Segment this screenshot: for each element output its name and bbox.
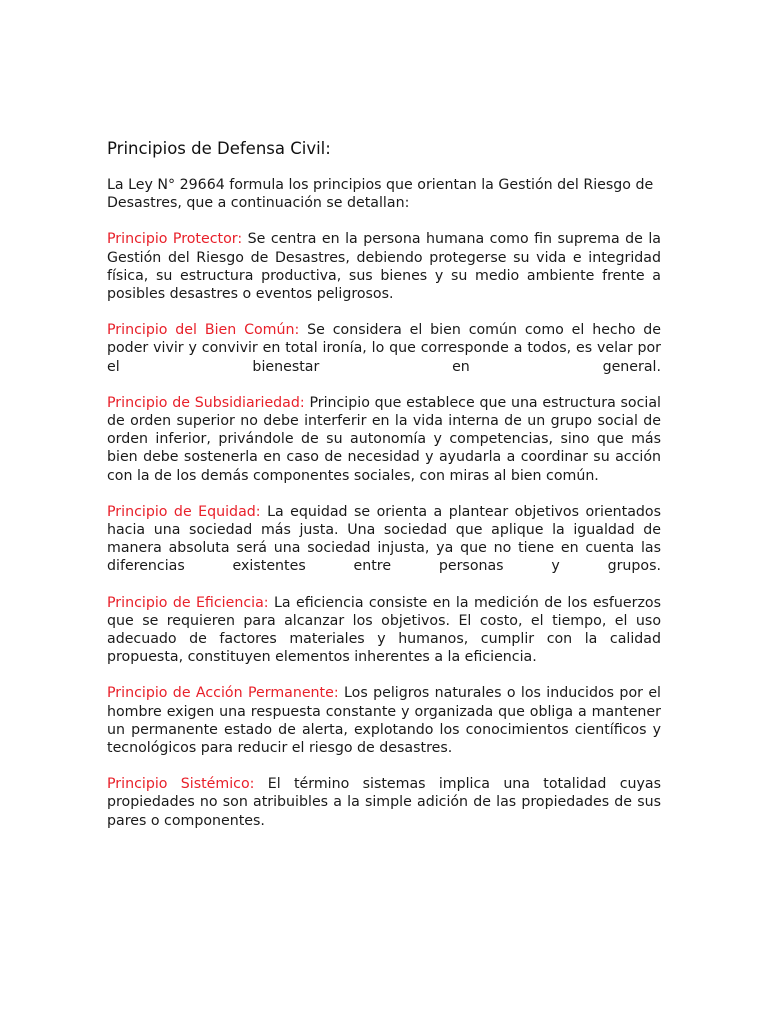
principle-eficiencia [107,594,661,667]
principle-text: La eficiencia consiste en la medición de los esfuerzos que se requieren para alcanzar los objetivos. El costo, el tiempo, el uso adecuado de factores materiales y humanos, cumplir con la calidad propuesta, constituyen elementos inherentes a la eficiencia. [107,594,662,666]
document-page [107,138,661,848]
principle-protector [107,230,661,303]
principle-text: Se centra en la persona humana como fin suprema de la Gestión del Riesgo de Desastres, debiendo protegerse su vida e integridad física, su estructura productiva, sus bienes y su medio ambiente frente a posibles desastres o eventos peligrosos. [107,231,661,303]
principle-subsidiariedad [107,394,661,485]
principle-name: Principio de Eficiencia: [107,594,269,611]
principle-text: Principio que establece que una estructura social de orden superior no debe interferir en la vida interna de un grupo social de orden inferior, privándole de su autonomía y competencias, sino que más bien debe sostenerla en caso de necesidad y ayudarla a coordinar su acción con la de los demás componentes sociales, con miras al bien común. [107,394,661,484]
principle-name: Principio de Subsidiariedad: [107,394,305,411]
principle-equidad [107,503,661,576]
principle-sistemico [107,775,661,830]
principle-name: Principio de Equidad: [107,503,261,520]
principle-accion-permanente [107,684,661,757]
principle-text: La equidad se orienta a plantear objetivos orientados hacia una sociedad más justa. Una sociedad que aplique la igualdad de manera absoluta será una sociedad injusta, ya que no tiene en cuenta las diferencias existentes entre personas y grupos. [107,503,662,575]
principle-name: Principio Protector: [107,231,243,248]
principle-text: Se considera el bien común como el hecho de poder vivir y convivir en total ironía, lo que corresponde a todos, es velar por el bienestar en general. [107,322,661,375]
intro-paragraph: La Ley N° 29664 formula los principios que orientan la Gestión del Riesgo de Desastres, que a continuación se detallan: [107,177,654,212]
principle-name: Principio del Bien Común: [107,322,300,339]
principle-bien-comun [107,321,661,376]
principle-name: Principio Sistémico: [107,776,255,793]
principle-name: Principio de Acción Permanente: [107,685,339,702]
principle-text: Los peligros naturales o los inducidos por el hombre exigen una respuesta constante y organizada que obliga a mantener un permanente estado de alerta, explotando los conocimientos científicos y tecnológicos para reducir el riesgo de desastres. [107,685,661,757]
principle-text: El término sistemas implica una totalidad cuyas propiedades no son atribuibles a la simple adición de las propiedades de sus pares o componentes. [107,776,661,829]
document-title: Principios de Defensa Civil: [107,139,331,158]
